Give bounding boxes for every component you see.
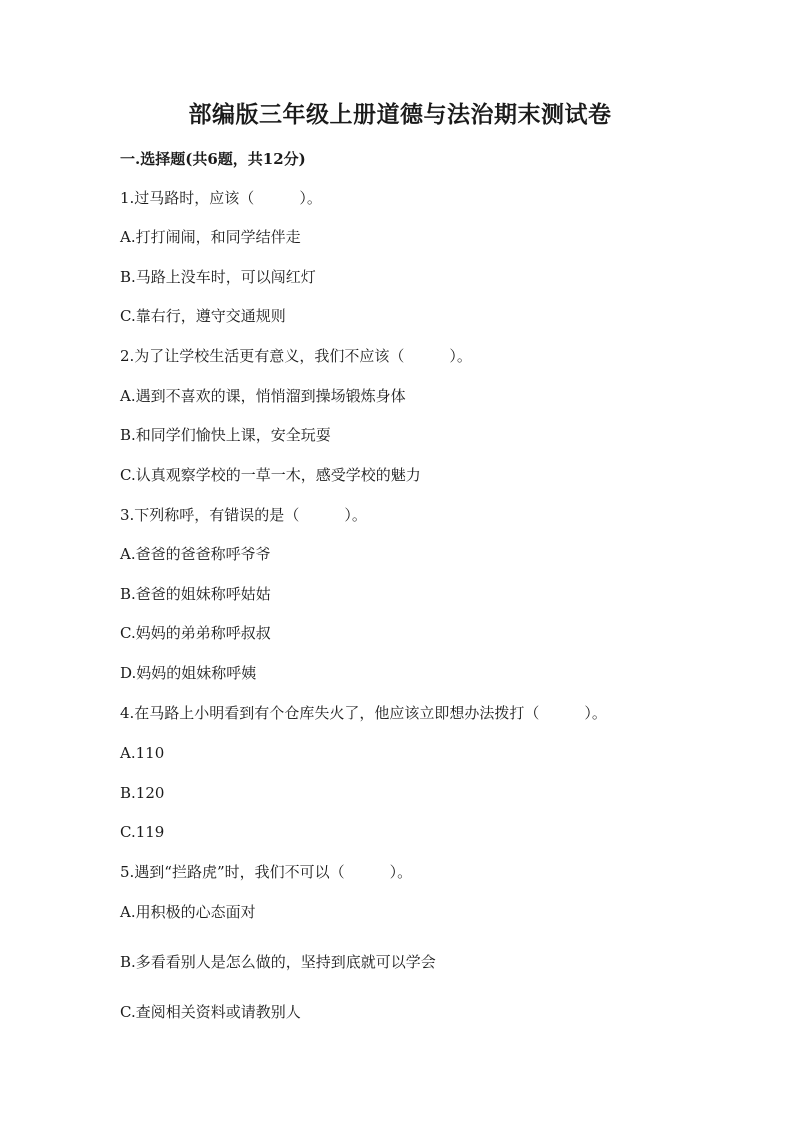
question-option: C.靠右行，遵守交通规则 — [120, 307, 286, 325]
question-option: D.妈妈的姐妹称呼姨 — [120, 664, 257, 682]
question-stem: 2.为了让学校生活更有意义，我们不应该（ ）。 — [120, 347, 472, 365]
question-option: C.查阅相关资料或请教别人 — [120, 1003, 301, 1021]
question-stem: 4.在马路上小明看到有个仓库失火了，他应该立即想办法拨打（ ）。 — [120, 704, 607, 722]
question-stem: 1.过马路时，应该（ ）。 — [120, 189, 322, 207]
question-option: C.妈妈的弟弟称呼叔叔 — [120, 624, 271, 642]
question-stem: 3.下列称呼，有错误的是（ ）。 — [120, 506, 367, 524]
question-option: B.马路上没车时，可以闯红灯 — [120, 268, 316, 286]
question-option: B.和同学们愉快上课，安全玩耍 — [120, 426, 331, 444]
question-option: A.用积极的心态面对 — [120, 903, 256, 921]
question-option: B.120 — [120, 784, 165, 802]
question-option: C.119 — [120, 823, 165, 841]
question-option: A.遇到不喜欢的课，悄悄溜到操场锻炼身体 — [120, 387, 406, 405]
question-option: B.多看看别人是怎么做的，坚持到底就可以学会 — [120, 953, 436, 971]
section-heading: 一.选择题(共6题，共12分) — [120, 150, 306, 168]
question-option: B.爸爸的姐妹称呼姑姑 — [120, 585, 271, 603]
question-option: A.打打闹闹，和同学结伴走 — [120, 228, 301, 246]
question-option: A.110 — [120, 744, 165, 762]
question-stem: 5.遇到“拦路虎”时，我们不可以（ ）。 — [120, 863, 413, 881]
question-option: A.爸爸的爸爸称呼爷爷 — [120, 545, 271, 563]
page-title: 部编版三年级上册道德与法治期末测试卷 — [188, 101, 612, 128]
question-option: C.认真观察学校的一草一木，感受学校的魅力 — [120, 466, 421, 484]
